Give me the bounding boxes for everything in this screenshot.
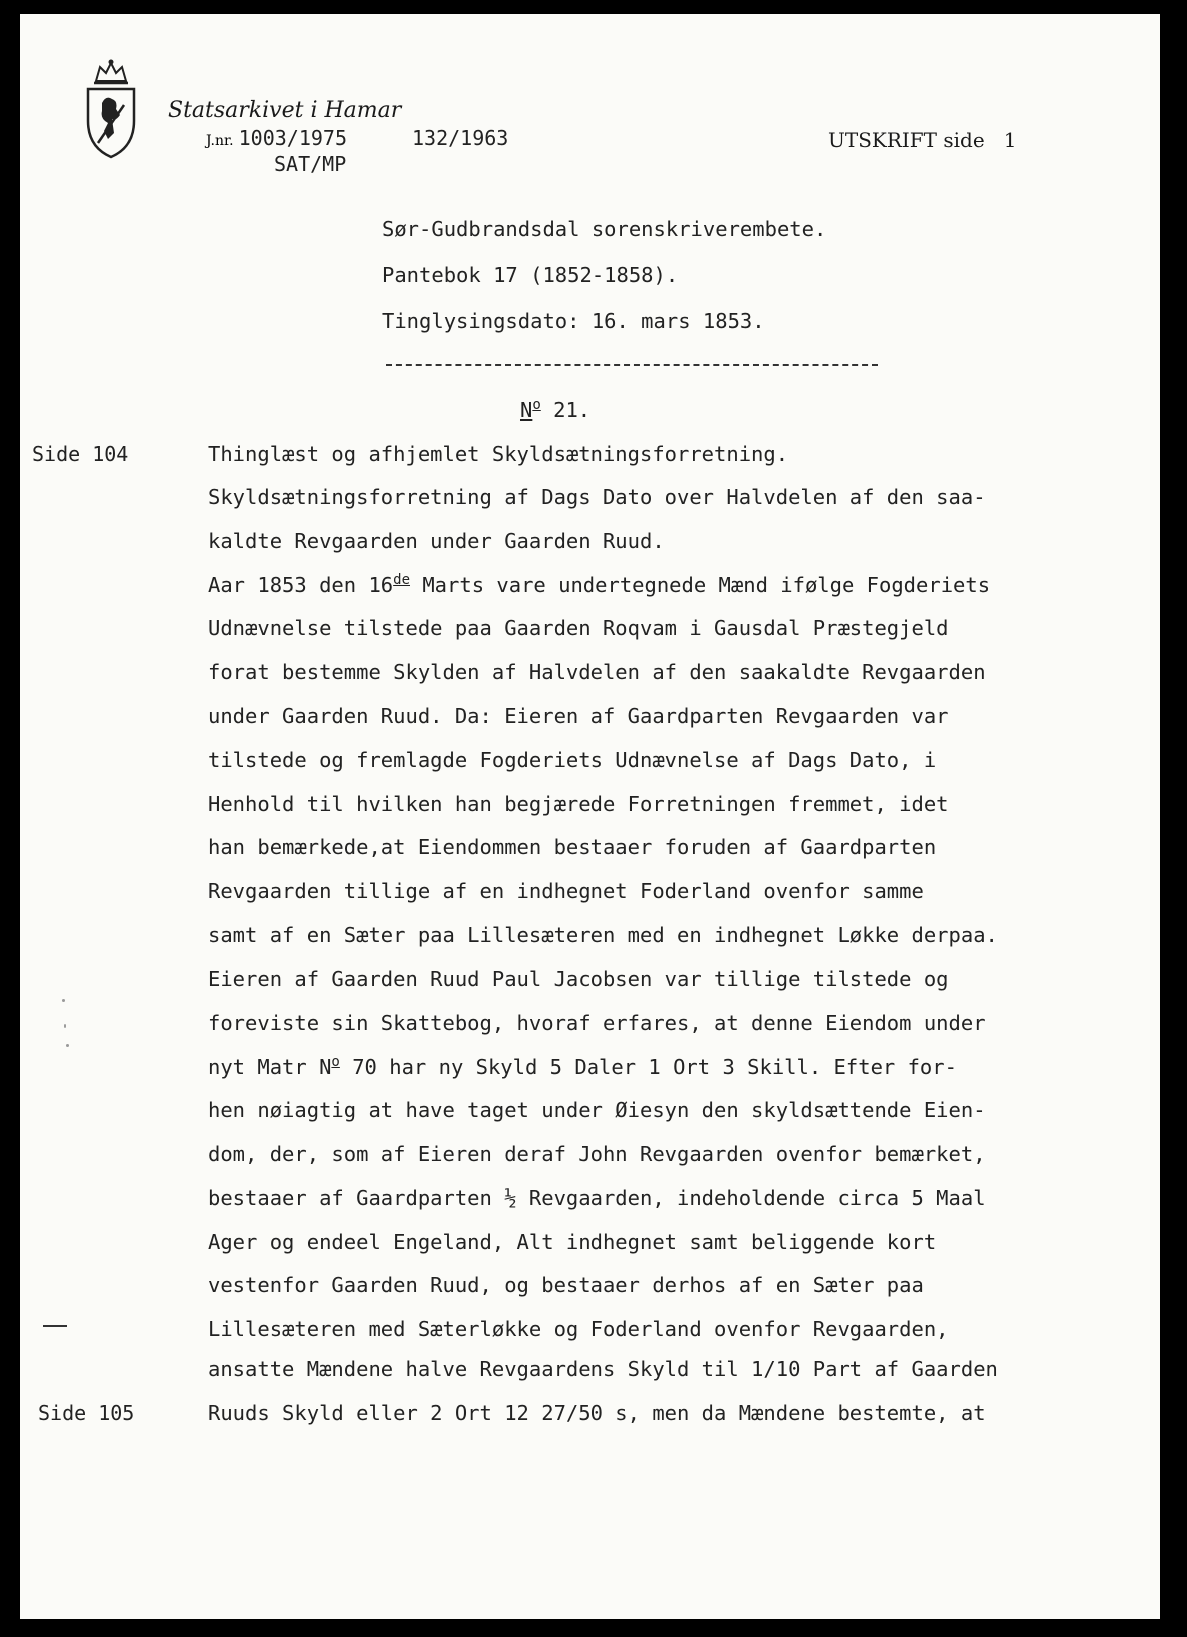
body-line-14: foreviste sin Skattebog, hvoraf erfares, at denne Eiendom under xyxy=(208,1011,986,1035)
case-reference: 132/1963 xyxy=(412,126,509,150)
document-page xyxy=(20,14,1160,1619)
body-line-15: nyt Matr $N^o$ 70 har ny Skyld 5 Daler 1 Ort 3 Skill. Efter for- xyxy=(208,1054,957,1079)
utskrift-label: UTSKRIFT side xyxy=(828,128,985,152)
page-number: 1 xyxy=(1003,128,1017,152)
body-line-1: Thinglæst og afhjemlet Skyldsætningsforretning. xyxy=(208,442,789,466)
norwegian-coat-of-arms-icon xyxy=(82,59,140,159)
margin-side-104: Side 104 xyxy=(32,442,129,466)
utskrift-page-label xyxy=(828,128,1016,152)
body-line-2: Skyldsætningsforretning af Dags Dato over Halvdelen af den saa- xyxy=(208,485,986,509)
body-line-9: Henhold til hvilken han begjærede Forretningen fremmet, idet xyxy=(208,792,949,816)
body-line-5: Udnævnelse tilstede paa Gaarden Roqvam i Gausdal Præstegjeld xyxy=(208,616,949,640)
body-line-6: forat bestemme Skylden af Halvdelen af den saakaldte Revgaarden xyxy=(208,660,986,684)
body-line-16: hen nøiagtig at have taget under Øiesyn den skyldsættende Eien- xyxy=(208,1098,986,1122)
body-line-12: samt af en Sæter paa Lillesæteren med en indhegnet Løkke derpaa. xyxy=(208,923,998,947)
paper-speck xyxy=(64,1024,66,1028)
entry-number: $N^o$ 21. xyxy=(520,397,591,422)
body-line-8: tilstede og fremlagde Fogderiets Udnævnelse af Dags Dato, i xyxy=(208,748,937,772)
archive-name: Statsarkivet i Hamar xyxy=(168,98,402,123)
separator-line xyxy=(386,364,878,366)
initials: SAT/MP xyxy=(274,152,347,176)
office-line: Sør-Gudbrandsdal sorenskriverembete. xyxy=(382,217,827,241)
body-line-21: Lillesæteren med Sæterløkke og Foderland ovenfor Revgaarden, xyxy=(208,1317,949,1341)
journal-number xyxy=(206,126,347,151)
body-line-23: Ruuds Skyld eller 2 Ort 12 27/50 s, men da Mændene bestemte, at xyxy=(208,1401,986,1425)
book-line: Pantebok 17 (1852-1858). xyxy=(382,263,679,287)
journal-number-label: J.nr. xyxy=(206,133,234,149)
body-line-11: Revgaarden tillige af en indhegnet Foderland ovenfor samme xyxy=(208,879,924,903)
journal-number-value: 1003/1975 xyxy=(238,126,347,150)
body-line-13: Eieren af Gaarden Ruud Paul Jacobsen var tillige tilstede og xyxy=(208,967,949,991)
body-line-22: ansatte Mændene halve Revgaardens Skyld til 1/10 Part af Gaarden xyxy=(208,1357,998,1381)
body-line-7: under Gaarden Ruud. Da: Eieren af Gaardparten Revgaarden var xyxy=(208,704,949,728)
body-line-20: vestenfor Gaarden Ruud, og bestaaer derhos af en Sæter paa xyxy=(208,1273,924,1297)
paper-speck xyxy=(62,999,65,1002)
paper-speck xyxy=(66,1044,69,1047)
body-line-4: Aar 1853 den 16de Marts vare undertegnede Mænd ifølge Fogderiets xyxy=(208,572,991,597)
registration-date-line: Tinglysingsdato: 16. mars 1853. xyxy=(382,309,765,333)
body-line-10: han bemærkede,at Eiendommen bestaaer foruden af Gaardparten xyxy=(208,835,937,859)
body-line-18: bestaaer af Gaardparten ½ Revgaarden, indeholdende circa 5 Maal xyxy=(208,1186,986,1210)
body-line-17: dom, der, som af Eieren deraf John Revgaarden ovenfor bemærket, xyxy=(208,1142,986,1166)
margin-side-105: Side 105 xyxy=(38,1401,135,1425)
body-line-19: Ager og endeel Engeland, Alt indhegnet samt beliggende kort xyxy=(208,1230,937,1254)
margin-dash xyxy=(43,1325,67,1327)
body-line-3: kaldte Revgaarden under Gaarden Ruud. xyxy=(208,529,665,553)
